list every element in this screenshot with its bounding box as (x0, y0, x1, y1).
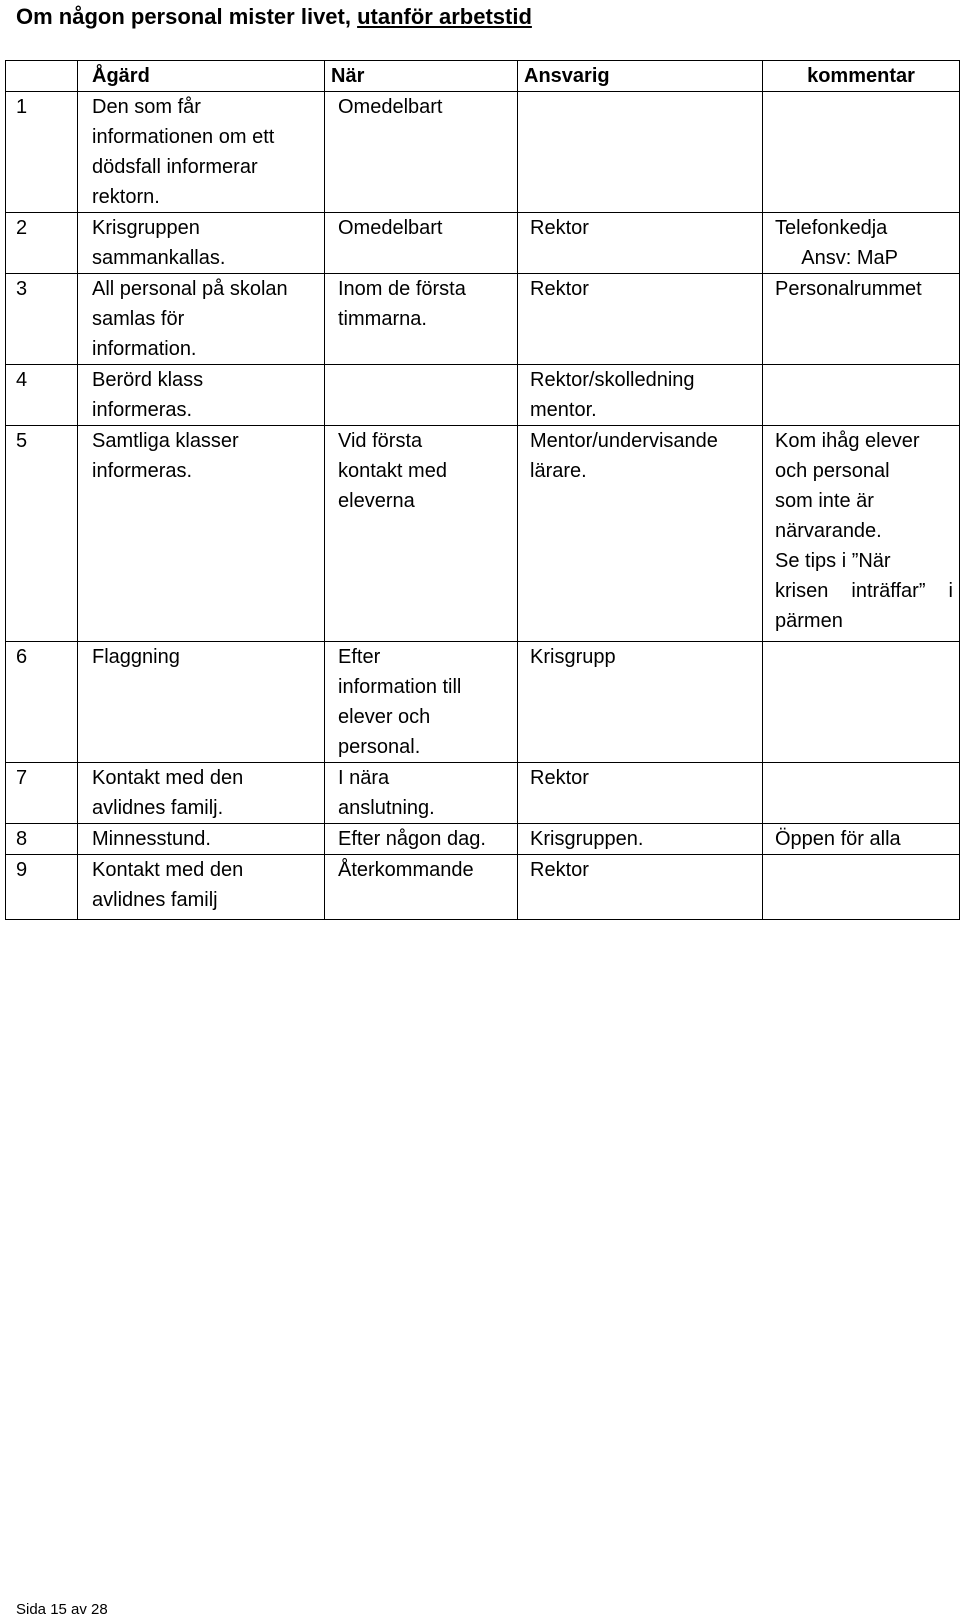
row-action: Krisgruppen sammankallas. (78, 213, 325, 274)
header-number (6, 61, 78, 92)
row-comment-tip-line: pärmen (775, 610, 843, 632)
row-number: 1 (6, 92, 78, 213)
table-row (6, 855, 960, 920)
row-number: 9 (6, 855, 78, 920)
page-number-footer: Sida 15 av 28 (16, 1601, 108, 1618)
row-action: Berörd klass informeras. (78, 365, 325, 426)
row-responsible: Rektor/skolledning mentor. (518, 365, 763, 426)
table-row (6, 763, 960, 824)
table-row (6, 642, 960, 763)
row-comment: Personalrummet (763, 274, 960, 365)
row-comment-tip-line: krisen inträffar” i (775, 580, 953, 602)
row-comment-tip-line: Se tips i ”När (775, 550, 891, 572)
row-action: All personal på skolan samlas för information. (78, 274, 325, 365)
table-row (6, 92, 960, 213)
row-action: Kontakt med den avlidnes familj. (78, 763, 325, 824)
row-when: Återkommande (325, 855, 518, 920)
row-number: 8 (6, 824, 78, 855)
row-action: Den som får informationen om ett dödsfall informerar rektorn. (78, 92, 325, 213)
page-title-underlined: utanför arbetstid (357, 4, 532, 29)
row-when: Efter information till elever och personal. (325, 642, 518, 763)
row-comment-tip (775, 546, 953, 636)
row-comment (763, 426, 960, 642)
row-comment-line: Telefonkedja (775, 217, 888, 239)
row-action: Minnesstund. (78, 824, 325, 855)
row-responsible: Krisgrupp (518, 642, 763, 763)
row-responsible: Krisgruppen. (518, 824, 763, 855)
row-responsible: Rektor (518, 274, 763, 365)
row-comment-text: Kom ihåg elever och personal som inte är närvarande. (775, 430, 920, 542)
row-number: 7 (6, 763, 78, 824)
header-when: När (325, 61, 518, 92)
row-when: Omedelbart (325, 92, 518, 213)
row-action: Flaggning (78, 642, 325, 763)
row-action: Samtliga klasser informeras. (78, 426, 325, 642)
row-comment (763, 365, 960, 426)
row-number: 2 (6, 213, 78, 274)
row-comment (763, 92, 960, 213)
row-number: 6 (6, 642, 78, 763)
row-responsible: Rektor (518, 213, 763, 274)
row-number: 3 (6, 274, 78, 365)
row-responsible (518, 92, 763, 213)
table-row (6, 213, 960, 274)
crisis-action-table (5, 60, 960, 920)
row-when: Inom de första timmarna. (325, 274, 518, 365)
row-when: Efter någon dag. (325, 824, 518, 855)
header-responsible: Ansvarig (518, 61, 763, 92)
table-row (6, 365, 960, 426)
row-responsible: Mentor/undervisande lärare. (518, 426, 763, 642)
row-responsible: Rektor (518, 763, 763, 824)
page-title (16, 2, 532, 32)
row-comment (763, 763, 960, 824)
row-action: Kontakt med den avlidnes familj (78, 855, 325, 920)
row-when: I nära anslutning. (325, 763, 518, 824)
row-comment (763, 855, 960, 920)
row-number: 4 (6, 365, 78, 426)
header-action: Ågärd (78, 61, 325, 92)
table-row (6, 426, 960, 642)
row-comment (763, 642, 960, 763)
row-when (325, 365, 518, 426)
table-row (6, 824, 960, 855)
row-when: Omedelbart (325, 213, 518, 274)
header-comment: kommentar (763, 61, 960, 92)
table-header-row (6, 61, 960, 92)
row-responsible: Rektor (518, 855, 763, 920)
row-number: 5 (6, 426, 78, 642)
row-comment-line: Ansv: MaP (801, 247, 898, 269)
row-when: Vid första kontakt med eleverna (325, 426, 518, 642)
row-comment (763, 213, 960, 274)
page-title-prefix: Om någon personal mister livet, (16, 4, 358, 29)
row-comment: Öppen för alla (763, 824, 960, 855)
table-row (6, 274, 960, 365)
